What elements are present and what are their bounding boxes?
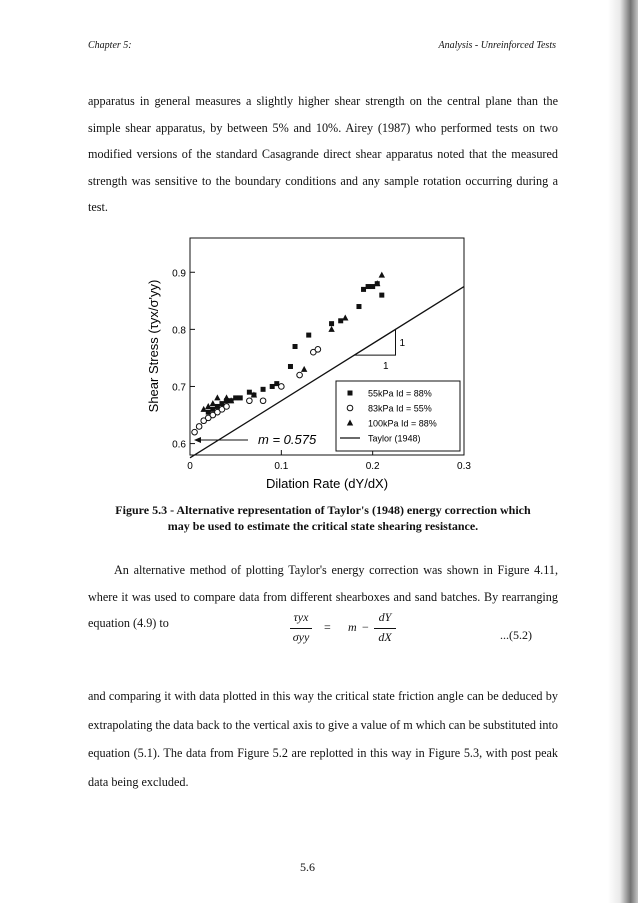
eq-minus: − [362,620,369,634]
data-point-55kpa [247,390,252,395]
data-point-55kpa [306,333,311,338]
data-point-83kpa [247,398,253,404]
data-point-100kpa [301,366,307,372]
data-point-100kpa [214,394,220,400]
equation-number: ...(5.2) [500,628,532,642]
data-point-83kpa [224,404,230,410]
legend-marker-square [348,391,353,396]
data-point-83kpa [315,347,321,353]
legend-label: 83kPa Id = 55% [368,403,432,414]
data-point-55kpa [338,318,343,323]
data-point-55kpa [233,395,238,400]
annotation-arrowhead [194,437,201,443]
intercept-annotation: m = 0.575 [258,432,317,447]
data-point-55kpa [356,304,361,309]
data-point-100kpa [210,400,216,406]
slope-base-label: 1 [382,361,389,373]
caption-line-2: may be used to estimate the critical state shearing resistance. [167,519,479,533]
paragraph-1: apparatus in general measures a slightly higher shear strength on the central plane than the simple shear apparatus, by between 5% and 10%. Airey (1987) who performed tests on two modified versions of the standard Casagrande direct shear apparatus noted that the measured strength was sensitive to the boundary conditions and any sample rotation occurring during a test. [88,94,558,214]
data-point-55kpa [288,364,293,369]
data-point-100kpa [223,394,229,400]
data-point-55kpa [366,284,371,289]
data-point-83kpa [260,398,266,404]
x-tick-label: 0.2 [365,461,380,472]
data-point-55kpa [329,321,334,326]
x-tick-label: 0 [187,461,193,472]
eq-rhs-den: dX [378,630,392,644]
data-point-83kpa [279,384,285,390]
paragraph-2: An alternative method of plotting Taylor's energy correction was shown in Figure 4.11, where it was used to compare data from different shearboxes and sand batches. By rearranging equation (4.9) to [88,563,558,630]
y-tick-label: 0.8 [172,325,186,337]
data-point-83kpa [192,429,198,435]
y-axis-label: Shear Stress (τyx/σ'yy) [146,279,161,413]
figure-caption [88,502,558,534]
y-tick-label: 0.9 [172,268,186,280]
scan-edge-shadow [608,0,638,903]
header-chapter: Chapter 5: [88,40,132,51]
eq-lhs-num: τyx [293,610,309,624]
y-tick-label: 0.7 [172,382,186,394]
legend-marker-circle [347,405,353,411]
eq-m: m [348,620,357,634]
x-tick-label: 0.3 [457,461,471,472]
eq-equals: = [324,620,331,634]
paragraph-3: and comparing it with data plotted in this way the critical state friction angle can be deduced by extrapolating the data back to the vertical axis to give a value of m which can be substituted into equation (5.1). The data from Figure 5.2 are replotted in this way in Figure 5.3, with post peak data being excluded. [88,689,558,789]
caption-line-1: Figure 5.3 - Alternative representation of Taylor's (1948) energy correction which [115,503,531,517]
legend-label: 100kPa Id = 88% [368,418,437,429]
data-point-55kpa [270,384,275,389]
data-point-55kpa [238,395,243,400]
header-section: Analysis - Unreinforced Tests [438,40,556,51]
data-point-83kpa [196,424,202,430]
data-point-55kpa [261,387,266,392]
data-point-55kpa [361,287,366,292]
x-axis-label: Dilation Rate (dY/dX) [265,476,389,491]
y-tick-label: 0.6 [172,439,186,451]
data-point-100kpa [328,326,334,332]
equation-5-2 [290,610,440,670]
eq-lhs-den: σyy [292,630,310,644]
page-number: 5.6 [300,860,315,874]
data-point-100kpa [379,272,385,278]
x-tick-label: 0.1 [274,461,289,472]
data-point-100kpa [342,314,348,320]
eq-rhs-num: dY [378,610,392,624]
slope-triangle [354,329,395,355]
data-point-55kpa [370,284,375,289]
legend-label: Taylor (1948) [368,433,421,444]
data-point-55kpa [293,344,298,349]
legend-label: 55kPa Id = 88% [368,388,432,399]
data-point-55kpa [379,293,384,298]
data-point-83kpa [297,372,303,378]
slope-rise-label: 1 [399,338,406,350]
